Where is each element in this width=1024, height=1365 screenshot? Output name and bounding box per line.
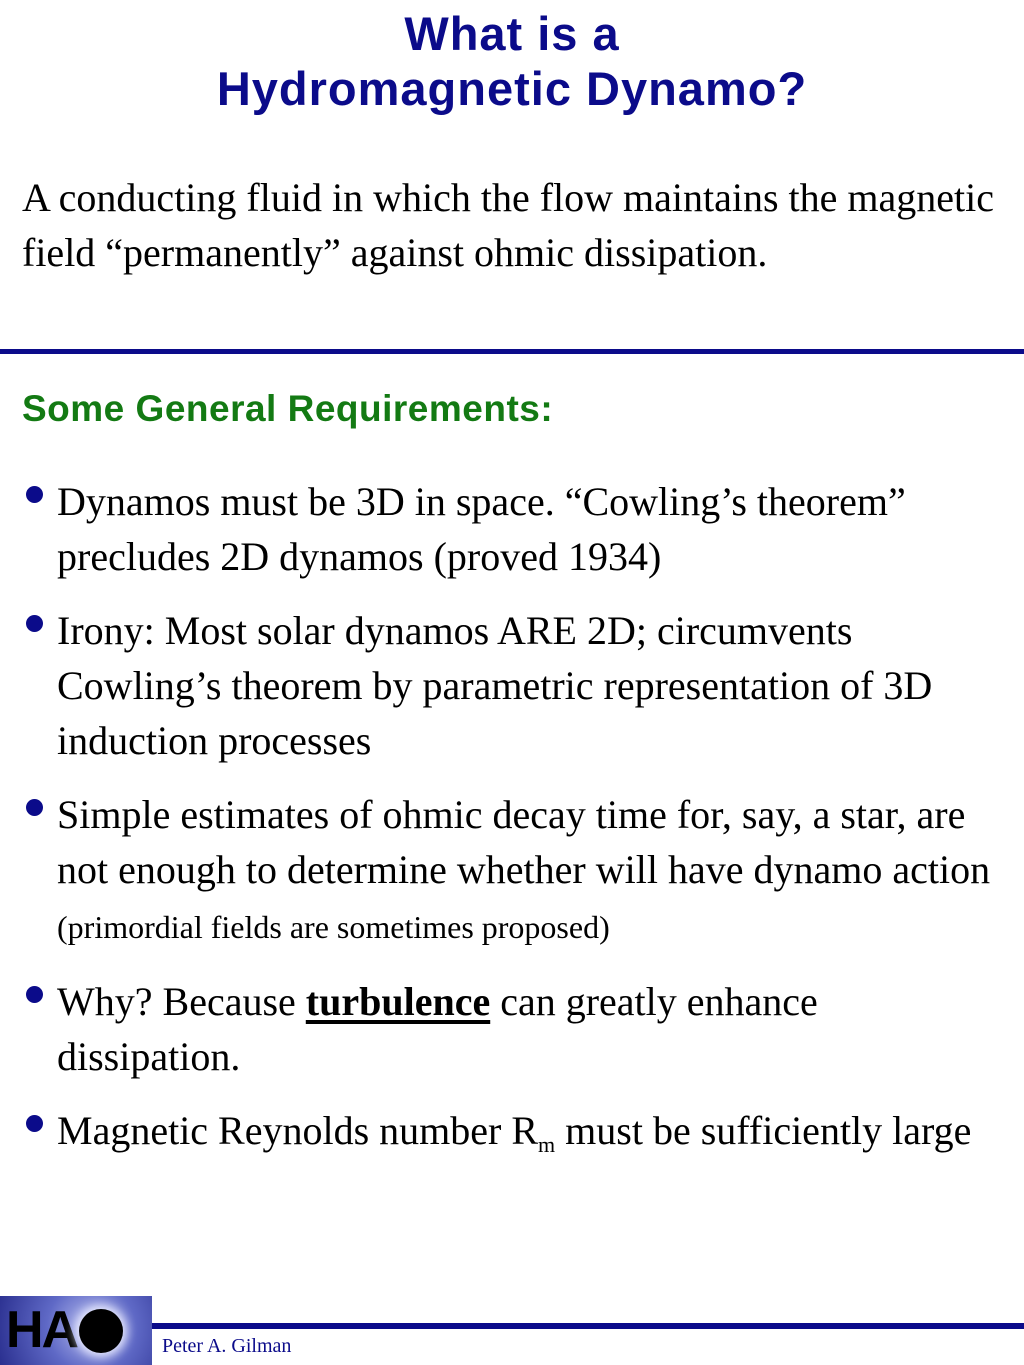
list-item [0,474,1024,584]
emphasis-turbulence: turbulence [305,979,491,1024]
list-item [0,787,1024,955]
bullet-icon [26,1115,43,1132]
bullet-text-continued: can greatly enhance dissipation. [57,979,818,1079]
section-divider [0,349,1024,354]
bullet-text: Irony: Most solar dynamos ARE 2D; circumvents Cowling’s theorem by parametric representation of 3D induction processes [57,608,933,763]
definition-text: A conducting fluid in which the flow maintains the magnetic field “permanently” against ohmic dissipation. [22,175,995,275]
slide-title-line-2: Hydromagnetic Dynamo? [216,62,808,115]
bullet-icon [26,986,43,1003]
bullet-note: (primordial fields are sometimes proposed) [57,909,610,945]
bullet-icon [26,615,43,632]
bullet-text: Simple estimates of ohmic decay time for, say, a star, are not enough to determine whether will have dynamo action [57,792,991,892]
slide-title [0,6,1024,116]
bullet-text: Why? Because [57,979,306,1024]
section-heading: Some General Requirements: [22,388,554,429]
list-item [0,974,1024,1084]
bullet-icon [26,799,43,816]
bullet-icon [26,486,43,503]
slide-title-line-1: What is a [404,7,620,60]
list-item [0,603,1024,768]
bullet-text: Magnetic Reynolds number R [57,1108,539,1153]
footer-rule [0,1323,1024,1329]
bullet-text: Dynamos must be 3D in space. “Cowling’s theorem” precludes 2D dynamos (proved 1934) [57,479,906,579]
subscript-m: m [538,1132,556,1157]
list-item [0,1103,1024,1158]
logo-text: HA [6,1301,78,1359]
hao-logo [0,1296,152,1365]
sun-disk-icon [79,1309,123,1353]
author-name: Peter A. Gilman [162,1335,292,1357]
requirements-list [0,474,1024,1158]
bullet-text-continued: must be sufficiently large [555,1108,972,1153]
